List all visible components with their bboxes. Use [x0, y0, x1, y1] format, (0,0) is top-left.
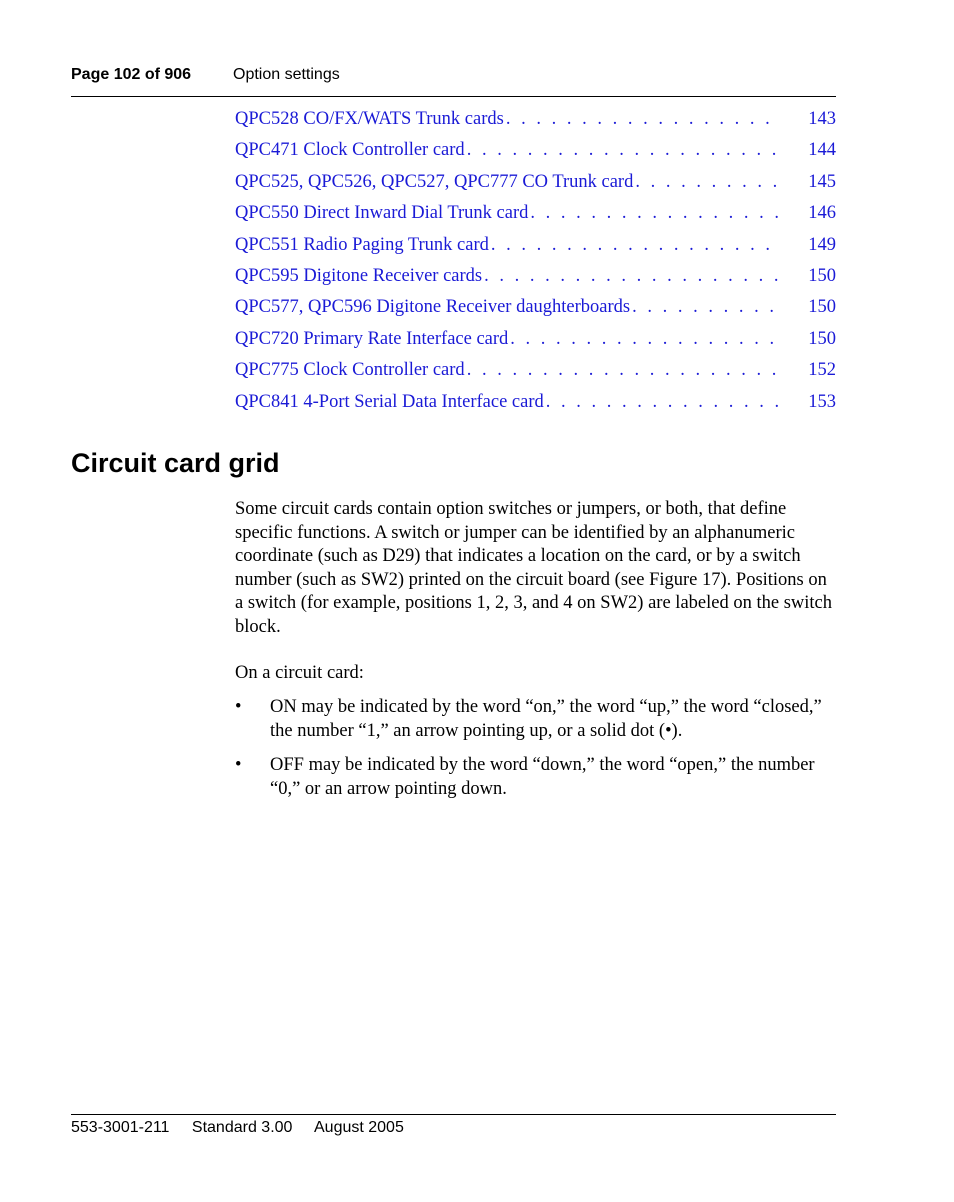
toc-entry[interactable]: [235, 109, 836, 140]
page-footer: [71, 1114, 836, 1137]
toc-entry-page: 153: [808, 391, 836, 412]
section-name: Option settings: [233, 66, 340, 83]
toc-entry[interactable]: [235, 329, 836, 360]
toc-leader: [484, 266, 780, 287]
toc-entry-page: 150: [808, 265, 836, 286]
toc-entry-title: QPC720 Primary Rate Interface card: [235, 328, 509, 349]
toc-entry-title: QPC775 Clock Controller card: [235, 360, 465, 381]
toc-leader: [510, 329, 780, 350]
toc-entry[interactable]: [235, 392, 836, 423]
toc-leader: [467, 140, 780, 161]
toc-entry-title: QPC528 CO/FX/WATS Trunk cards: [235, 109, 504, 129]
toc-entry[interactable]: [235, 235, 836, 266]
toc-leader: [635, 172, 780, 193]
toc-entry-title: QPC595 Digitone Receiver cards: [235, 265, 483, 286]
bullet-icon: •: [235, 755, 242, 776]
toc-leader: [506, 109, 780, 130]
toc-entry-page: 149: [808, 234, 836, 255]
toc-leader: [632, 297, 780, 318]
publication-date: August 2005: [314, 1119, 404, 1136]
toc-entry-title: QPC550 Direct Inward Dial Trunk card: [235, 203, 529, 224]
toc-entry-title: QPC525, QPC526, QPC527, QPC777 CO Trunk card: [235, 171, 634, 192]
toc-entry[interactable]: [235, 360, 836, 391]
toc-leader: [467, 360, 780, 381]
toc-entry-page: 143: [808, 109, 836, 129]
toc-entry[interactable]: [235, 266, 836, 297]
list-item-text: OFF may be indicated by the word “down,” the word “open,” the number “0,” or an arrow pointing down.: [270, 755, 815, 799]
toc-entry[interactable]: [235, 140, 836, 171]
toc-entry-page: 152: [808, 360, 836, 381]
list-item-text: ON may be indicated by the word “on,” the word “up,” the word “closed,” the number “1,” an arrow pointing up, or a solid dot (•).: [270, 697, 822, 741]
toc-entry-title: QPC471 Clock Controller card: [235, 140, 465, 161]
toc-entry-page: 150: [808, 328, 836, 349]
body-paragraph: Some circuit cards contain option switches or jumpers, or both, that define specific functions. A switch or jumper can be identified by an alphanumeric coordinate (such as D29) that indicates a location on the card, or by a switch number (such as SW2) printed on the circuit board (see Figure 17). Positions on a switch (for example, positions 1, 2, 3, and 4 on SW2) are labeled on the switch block.: [235, 499, 832, 637]
section-body: [235, 498, 835, 813]
toc-entry[interactable]: [235, 172, 836, 203]
standard-version: Standard 3.00: [191, 1119, 293, 1136]
page-number: Page 102 of 906: [71, 66, 192, 83]
list-item: [235, 696, 835, 743]
doc-number: 553-3001-211: [71, 1119, 170, 1136]
toc-entry-page: 145: [808, 171, 836, 192]
toc-leader: [491, 235, 780, 256]
toc-entry-page: 144: [808, 140, 836, 161]
toc-leader: [530, 203, 780, 224]
toc-entry[interactable]: [235, 297, 836, 328]
toc-leader: [546, 392, 780, 413]
list-intro: On a circuit card:: [235, 662, 364, 683]
toc-entry-page: 150: [808, 297, 836, 318]
list-item: [235, 754, 835, 801]
bullet-list: [235, 696, 835, 801]
section-heading: Circuit card grid: [71, 448, 280, 478]
toc-entry-title: QPC551 Radio Paging Trunk card: [235, 234, 489, 255]
toc-entry-page: 146: [808, 203, 836, 224]
toc-entry[interactable]: [235, 203, 836, 234]
bullet-icon: •: [235, 697, 242, 718]
toc-entry-title: QPC577, QPC596 Digitone Receiver daughterboards: [235, 297, 631, 318]
toc-list: [235, 109, 836, 423]
page-header: [71, 66, 836, 97]
toc-entry-title: QPC841 4-Port Serial Data Interface card: [235, 391, 544, 412]
